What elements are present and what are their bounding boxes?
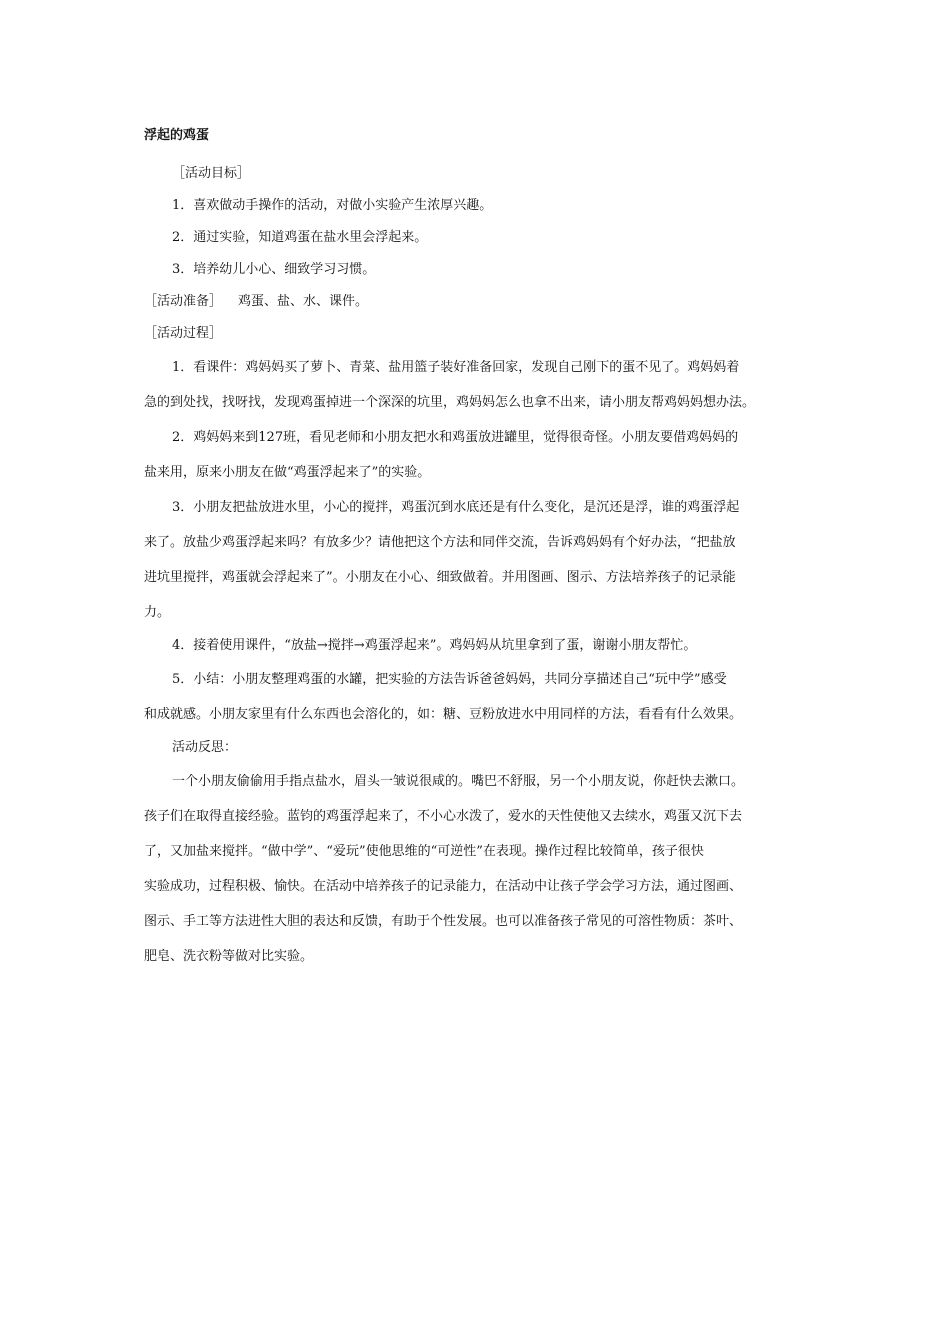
reflection-line: 孩子们在取得直接经验。蓝钧的鸡蛋浮起来了，不小心水泼了，爱水的天性使他又去续水，鸡蛋又沉下去 [144, 809, 743, 824]
goal-item: 3．培养幼儿小心、细致学习习惯。 [172, 262, 376, 277]
step-line: 急的到处找，找呀找，发现鸡蛋掉进一个深深的坑里，鸡妈妈怎么也拿不出来，请小朋友帮鸡妈妈想办法。 [144, 395, 756, 410]
step-line: 盐来用，原来小朋友在做“鸡蛋浮起来了”的实验。 [144, 465, 431, 480]
step-line: 3．小朋友把盐放进水里，小心的搅拌，鸡蛋沉到水底还是有什么变化，是沉还是浮，谁的鸡蛋浮起 [172, 500, 740, 515]
reflection-line: 肥皂、洗衣粉等做对比实验。 [144, 949, 314, 964]
reflection-heading: 活动反思： [172, 740, 238, 755]
step-line: 力。 [144, 605, 171, 620]
step-line: 来了。放盐少鸡蛋浮起来吗？有放多少？请他把这个方法和同伴交流，告诉鸡妈妈有个好办法，“把盐放 [144, 535, 736, 550]
reflection-line: 图示、手工等方法进性大胆的表达和反馈，有助于个性发展。也可以准备孩子常见的可溶性物质：茶叶、 [144, 914, 743, 929]
document-title: 浮起的鸡蛋 [144, 128, 210, 143]
goals-heading: ［活动目标］ [172, 166, 251, 181]
prep-text: 鸡蛋、盐、水、课件。 [238, 294, 369, 309]
prep-heading: ［活动准备］ [144, 294, 223, 309]
step-line: 1．看课件：鸡妈妈买了萝卜、青菜、盐用篮子装好准备回家，发现自己刚下的蛋不见了。鸡妈妈着 [172, 360, 740, 375]
goal-item: 1．喜欢做动手操作的活动，对做小实验产生浓厚兴趣。 [172, 198, 493, 213]
reflection-line: 一个小朋友偷偷用手指点盐水，眉头一皱说很咸的。嘴巴不舒服，另一个小朋友说，你赶快去漱口。 [172, 774, 745, 789]
process-heading: ［活动过程］ [144, 326, 223, 341]
step-line: 和成就感。小朋友家里有什么东西也会溶化的，如：糖、豆粉放进水中用同样的方法，看看有什么效果。 [144, 707, 743, 722]
step-line: 进坑里搅拌，鸡蛋就会浮起来了”。小朋友在小心、细致做着。并用图画、图示、方法培养孩子的记录能 [144, 570, 736, 585]
step-line: 4．接着使用课件，“放盐→搅拌→鸡蛋浮起来”。鸡妈妈从坑里拿到了蛋，谢谢小朋友帮忙。 [172, 638, 697, 653]
reflection-line: 了，又加盐来搅拌。“做中学”、“爱玩”使他思维的“可逆性”在表现。操作过程比较简单，孩子很快 [144, 844, 704, 859]
document-body [144, 158, 812, 974]
step-line: 5．小结：小朋友整理鸡蛋的水罐，把实验的方法告诉爸爸妈妈，共同分享描述自己“玩中学”感受 [172, 672, 727, 687]
step-line: 2．鸡妈妈来到127班，看见老师和小朋友把水和鸡蛋放进罐里，觉得很奇怪。小朋友要借鸡妈妈的 [172, 430, 739, 445]
prep-line [144, 286, 812, 318]
goal-item: 2．通过实验，知道鸡蛋在盐水里会浮起来。 [172, 230, 428, 245]
reflection-line: 实验成功，过程积极、愉快。在活动中培养孩子的记录能力，在活动中让孩子学会学习方法，通过图画、 [144, 879, 743, 894]
